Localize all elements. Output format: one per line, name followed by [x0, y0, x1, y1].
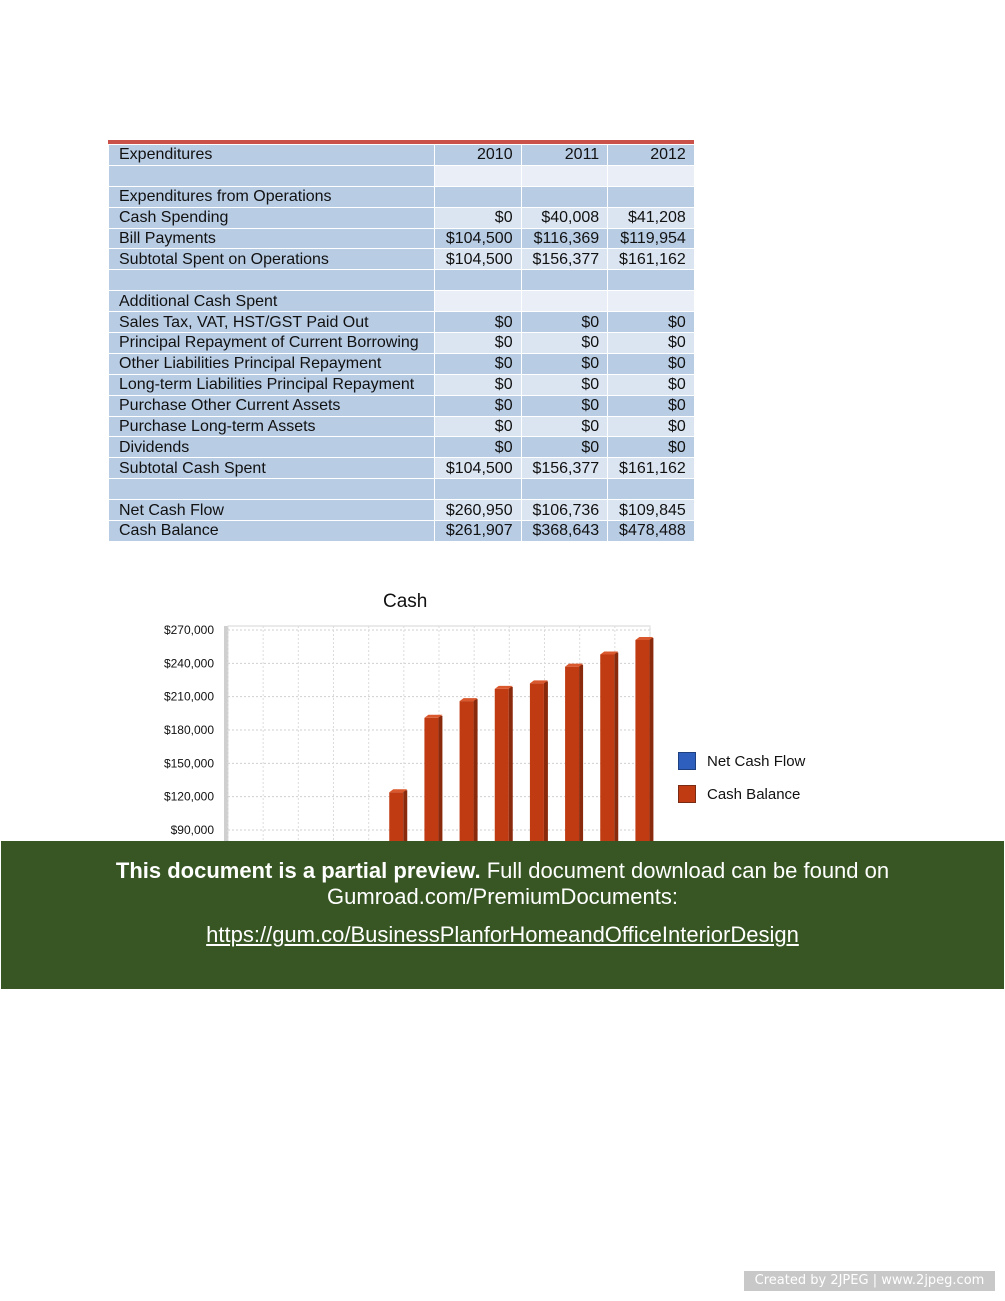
preview-banner	[1, 841, 1004, 989]
table-row	[109, 291, 695, 312]
row-value-2012: $119,954	[608, 228, 695, 249]
expenditures-table-wrap	[108, 140, 694, 542]
row-value-2011: $0	[521, 416, 608, 437]
table-row	[109, 312, 695, 333]
row-value-2010: $0	[435, 437, 522, 458]
y-tick-label: $180,000	[163, 723, 214, 737]
row-label: Subtotal Cash Spent	[109, 458, 435, 479]
row-label: Principal Repayment of Current Borrowing	[109, 333, 435, 354]
bar-side	[579, 665, 583, 845]
row-value-2011	[521, 186, 608, 207]
y-tick-label: $270,000	[163, 623, 214, 637]
bar-side	[474, 699, 478, 845]
table-row	[109, 521, 695, 542]
row-value-2012: $0	[608, 333, 695, 354]
row-value-2012: $0	[608, 374, 695, 395]
row-value-2010: $0	[435, 207, 522, 228]
row-label	[109, 479, 435, 500]
row-label	[109, 165, 435, 186]
row-value-2012: $41,208	[608, 207, 695, 228]
table-row	[109, 437, 695, 458]
row-value-2011	[521, 479, 608, 500]
bar-cash-balance	[389, 792, 403, 845]
y-tick-label: $150,000	[163, 756, 214, 771]
row-value-2010: $0	[435, 416, 522, 437]
row-label: Long-term Liabilities Principal Repayment	[109, 374, 435, 395]
row-value-2012: $161,162	[608, 249, 695, 270]
preview-message-text: Full document download can be found on Gumroad.com/PremiumDocuments:	[327, 858, 890, 909]
bar-cash-balance	[495, 689, 509, 845]
row-label: Cash Spending	[109, 207, 435, 228]
row-value-2010: $0	[435, 395, 522, 416]
chart-title: Cash	[383, 591, 428, 612]
row-value-2010	[435, 165, 522, 186]
row-value-2012	[608, 186, 695, 207]
row-value-2012	[608, 291, 695, 312]
row-value-2010: $0	[435, 312, 522, 333]
bar-side	[509, 687, 513, 845]
y-tick-label: $120,000	[163, 789, 214, 804]
row-value-2011	[521, 291, 608, 312]
preview-link-line	[1, 922, 1004, 948]
bar-cash-balance	[565, 667, 579, 845]
watermark: Created by 2JPEG | www.2jpeg.com	[744, 1271, 995, 1291]
row-value-2011: $0	[521, 333, 608, 354]
cash-chart	[140, 585, 840, 845]
table-row	[109, 500, 695, 521]
row-value-2010: $261,907	[435, 521, 522, 542]
row-value-2011: $40,008	[521, 207, 608, 228]
row-label: Dividends	[109, 437, 435, 458]
table-row	[109, 186, 695, 207]
row-value-2012: $0	[608, 312, 695, 333]
header-2011: 2011	[521, 145, 608, 166]
header-2010: 2010	[435, 145, 522, 166]
legend-label-cash-balance: Cash Balance	[707, 786, 801, 803]
row-value-2012: $0	[608, 353, 695, 374]
y-tick-label: $240,000	[163, 656, 214, 671]
row-value-2012	[608, 479, 695, 500]
preview-message-bold: This document is a partial preview.	[115, 858, 481, 883]
row-value-2010: $0	[435, 353, 522, 374]
row-value-2012	[608, 270, 695, 291]
row-value-2012: $478,488	[608, 521, 695, 542]
bar-cash-balance	[635, 640, 649, 845]
row-value-2012: $161,162	[608, 458, 695, 479]
bar-cash-balance	[600, 654, 614, 845]
bar-side	[614, 652, 618, 845]
row-value-2011: $106,736	[521, 500, 608, 521]
table-row	[109, 207, 695, 228]
row-label: Bill Payments	[109, 228, 435, 249]
table-row	[109, 353, 695, 374]
row-value-2011: $0	[521, 395, 608, 416]
row-label: Subtotal Spent on Operations	[109, 249, 435, 270]
bar-cash-balance	[424, 718, 438, 845]
y-tick-label: $90,000	[170, 823, 214, 837]
row-value-2010: $0	[435, 333, 522, 354]
table-row	[109, 416, 695, 437]
row-value-2011	[521, 270, 608, 291]
row-value-2010: $104,500	[435, 249, 522, 270]
row-label: Expenditures from Operations	[109, 186, 435, 207]
row-label: Additional Cash Spent	[109, 291, 435, 312]
bar-side	[649, 638, 653, 845]
preview-message	[1, 858, 1004, 910]
chart-plot	[140, 585, 840, 845]
row-value-2010: $0	[435, 374, 522, 395]
row-label: Purchase Long-term Assets	[109, 416, 435, 437]
row-value-2011: $0	[521, 353, 608, 374]
row-value-2011: $156,377	[521, 458, 608, 479]
row-value-2012: $0	[608, 395, 695, 416]
expenditures-table	[108, 144, 695, 542]
row-value-2010: $260,950	[435, 500, 522, 521]
row-value-2012: $0	[608, 416, 695, 437]
table-row	[109, 479, 695, 500]
row-label: Purchase Other Current Assets	[109, 395, 435, 416]
table-row	[109, 165, 695, 186]
row-value-2012	[608, 165, 695, 186]
table-row	[109, 228, 695, 249]
table-row	[109, 270, 695, 291]
legend-swatch-cash-balance	[678, 785, 696, 803]
download-link[interactable]: https://gum.co/BusinessPlanforHomeandOfficeInteriorDesign	[206, 922, 799, 947]
bar-side	[544, 681, 548, 845]
row-value-2011: $0	[521, 312, 608, 333]
row-value-2010	[435, 479, 522, 500]
row-value-2011	[521, 165, 608, 186]
row-label: Sales Tax, VAT, HST/GST Paid Out	[109, 312, 435, 333]
y-tick-label: $210,000	[163, 689, 214, 704]
row-value-2010	[435, 291, 522, 312]
row-value-2012: $0	[608, 437, 695, 458]
legend-swatch-net-cash-flow	[678, 752, 696, 770]
row-label	[109, 270, 435, 291]
row-label: Net Cash Flow	[109, 500, 435, 521]
table-row	[109, 458, 695, 479]
table-row	[109, 333, 695, 354]
header-expenditures: Expenditures	[109, 145, 435, 166]
plot-side-wall	[224, 626, 228, 845]
row-value-2011: $0	[521, 437, 608, 458]
bar-side	[438, 716, 442, 845]
row-value-2010	[435, 186, 522, 207]
bar-side	[403, 790, 407, 845]
row-value-2010: $104,500	[435, 458, 522, 479]
row-value-2011: $0	[521, 374, 608, 395]
row-value-2010: $104,500	[435, 228, 522, 249]
row-value-2011: $368,643	[521, 521, 608, 542]
table-row	[109, 395, 695, 416]
table-row	[109, 249, 695, 270]
row-value-2012: $109,845	[608, 500, 695, 521]
row-value-2011: $116,369	[521, 228, 608, 249]
table-header-row	[109, 145, 695, 166]
bar-cash-balance	[460, 701, 474, 845]
header-2012: 2012	[608, 145, 695, 166]
bar-cash-balance	[530, 683, 544, 845]
legend-label-net-cash-flow: Net Cash Flow	[707, 753, 806, 770]
row-label: Other Liabilities Principal Repayment	[109, 353, 435, 374]
row-value-2010	[435, 270, 522, 291]
row-value-2011: $156,377	[521, 249, 608, 270]
table-row	[109, 374, 695, 395]
row-label: Cash Balance	[109, 521, 435, 542]
